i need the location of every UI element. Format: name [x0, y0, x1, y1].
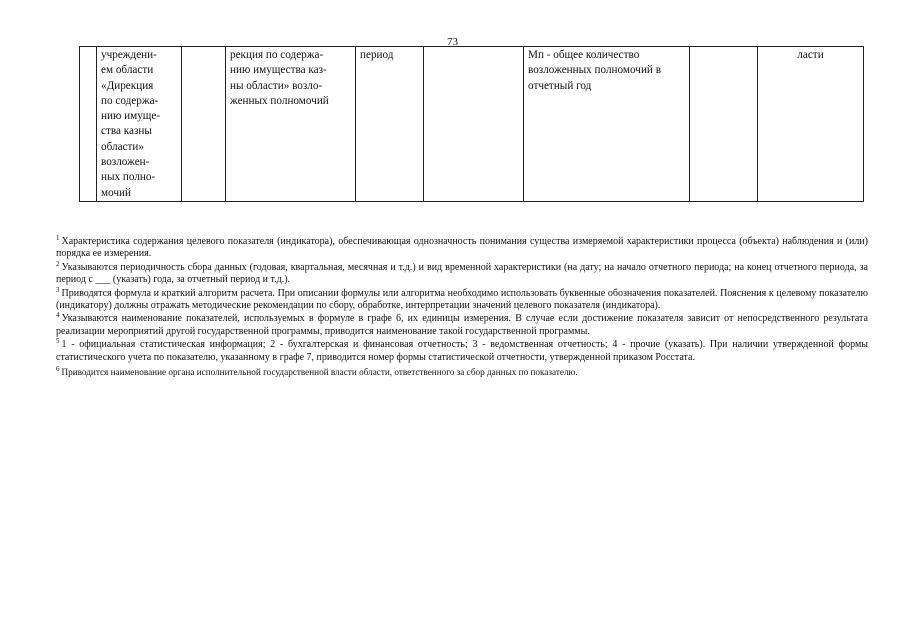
footnote — [56, 339, 868, 364]
footnote — [56, 366, 868, 378]
footnote-mark: 6 — [56, 365, 60, 374]
footnote-mark: 4 — [56, 311, 60, 320]
footnote-text: Указываются наименование показателей, используемых в формуле в графе 6, их единицы измерения. В случае если достижение показателя зависит от непосредственного результата реализации мероприятий другой государственной программы, приводится наименование такой государственной программы. — [56, 313, 868, 337]
footnote-text: Приводятся формула и краткий алгоритм расчета. При описании формулы или алгоритма необходимо использовать буквенные обозначения показателей. Пояснения к целевому показателю (индикатору) должны отражать методические рекомендации по сбору, обработке, интерпретации значений целевого показателя (индикатора). — [56, 287, 868, 312]
table-cell — [690, 47, 758, 202]
footnote-mark: 5 — [56, 337, 60, 346]
footnotes — [56, 236, 868, 379]
page-number: 73 — [447, 36, 458, 48]
footnote-text: Приводится наименование органа исполнительной государственной власти области, ответственного за сбор данных по показателю. — [61, 367, 578, 378]
footnote-text: 1 - официальная статистическая информация; 2 - бухгалтерская и финансовая отчетность; 3 - ведомственная отчетность; 4 - прочие (указать). При наличии утвержденной формы статистического учета по показателю, указанному в графе 7, приводится номер формы статистической отчетности, утвержденной приказом Росстата. — [56, 339, 868, 363]
footnote — [56, 259, 868, 287]
table-cell: Мп - общее количество возложенных полномочий в отчетный год — [524, 47, 690, 202]
table-cell: ласти — [758, 47, 864, 202]
table-cell: рекция по содержа- нию имущества каз- ны области» возло- женных полномочий — [226, 47, 356, 202]
table-cell — [182, 47, 226, 202]
footnote — [56, 236, 868, 261]
footnote-text: Указываются периодичность сбора данных (годовая, квартальная, месячная и т.д.) и вид временной характеристики (на дату; на начало отчетного периода; на конец отчетного периода, за период с ___ (указать) года, за отчетный период и т.д.). — [56, 261, 868, 286]
footnote — [56, 285, 868, 313]
footnote-text: Характеристика содержания целевого показателя (индикатора), обеспечивающая однозначность понимания существа измеряемой характеристики процесса (объекта) наблюдения и (или) порядка ее измерения. — [56, 236, 868, 260]
table-cell: учреждени- ем области «Дирекция по содержа- нию имуще- ства казны области» возложен- ных полно- мочий — [97, 47, 182, 202]
footnote-mark: 1 — [56, 234, 60, 242]
table-cell — [80, 47, 97, 202]
footnote-mark: 3 — [56, 285, 60, 294]
indicator-table — [79, 46, 864, 202]
table-row — [80, 47, 864, 202]
footnote — [56, 313, 868, 338]
footnote-mark: 2 — [56, 259, 60, 268]
table-cell: период — [356, 47, 424, 202]
table-cell — [424, 47, 524, 202]
